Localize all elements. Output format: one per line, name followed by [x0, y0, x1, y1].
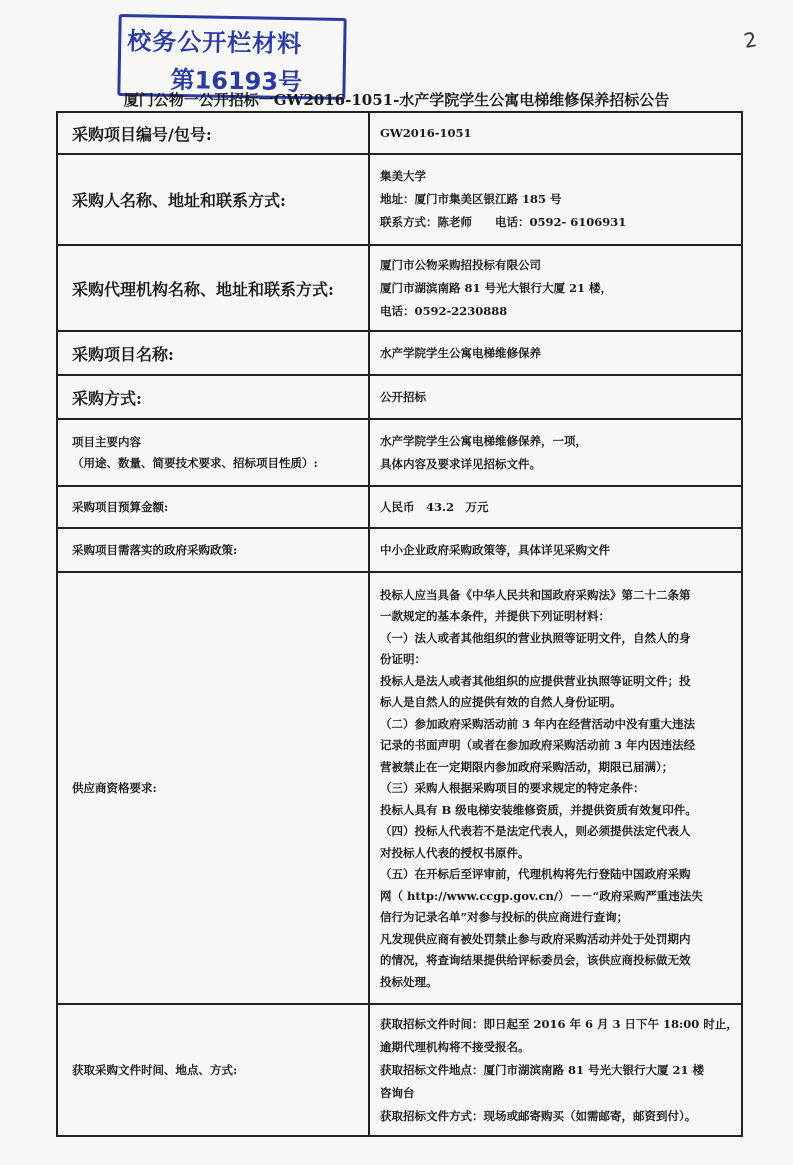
- stamp-number: 第16193号: [170, 65, 303, 97]
- table-row: [57, 419, 742, 486]
- row-value: [369, 245, 742, 331]
- row-label: 采购项目需落实的政府采购政策:: [57, 528, 369, 572]
- value-line: 凡发现供应商有被处罚禁止参与政府采购活动并处于处罚期内: [380, 931, 691, 946]
- value-line: （五）在开标后至评审前，代理机构将先行登陆中国政府采购: [380, 867, 691, 882]
- row-value: [369, 331, 742, 375]
- table-row: [57, 112, 742, 154]
- value-line: 咨询台: [380, 1085, 415, 1100]
- table-row: [57, 331, 742, 375]
- value-line: （二）参加政府采购活动前 3 年内在经营活动中没有重大违法: [380, 716, 696, 731]
- page-number-handwritten: 2: [742, 27, 759, 53]
- row-value: [369, 1004, 742, 1136]
- row-label: 获取采购文件时间、地点、方式:: [57, 1004, 369, 1136]
- row-label: 采购项目预算金额:: [57, 486, 369, 528]
- value-line: 获取招标文件时间：即日起至 2016 年 6 月 3 日下午 18:00 时止，: [380, 1016, 738, 1031]
- value-line: 电话：0592-2230888: [380, 303, 508, 318]
- value-line: 中小企业政府采购政策等，具体详见采购文件: [380, 542, 610, 557]
- value-line: GW2016-1051: [380, 125, 472, 140]
- row-value: [369, 486, 742, 528]
- value-line: 投标处理。: [380, 974, 438, 989]
- value-line: 网（ http://www.ccgp.gov.cn/）－－“政府采购严重违法失: [380, 888, 703, 903]
- row-value: [369, 572, 742, 1004]
- value-line: 份证明：: [380, 652, 426, 667]
- row-label: [57, 419, 369, 486]
- row-value: [369, 375, 742, 419]
- value-line: 水产学院学生公寓电梯维修保养，一项，: [380, 433, 587, 448]
- label-line: 项目主要内容: [72, 434, 141, 449]
- value-line: 投标人是法人或者其他组织的应提供营业执照等证明文件；投: [380, 673, 691, 688]
- value-line: 记录的书面声明（或者在参加政府采购活动前 3 年内因违法经: [380, 738, 696, 753]
- value-line: 厦门市湖滨南路 81 号光大银行大厦 21 楼，: [380, 280, 613, 295]
- value-line: 获取招标文件地点：厦门市湖滨南路 81 号光大银行大厦 21 楼: [380, 1062, 705, 1077]
- label-line: （用途、数量、简要技术要求、招标项目性质）:: [72, 455, 318, 470]
- table-row: [57, 572, 742, 1004]
- stamp-title: 校务公开栏材料: [127, 27, 303, 59]
- value-line: 投标人应当具备《中华人民共和国政府采购法》第二十二条第: [380, 587, 691, 602]
- value-line: 联系方式：陈老师 电话：0592- 6106931: [380, 215, 627, 229]
- row-label: 供应商资格要求:: [57, 572, 369, 1004]
- row-label: 采购人名称、地址和联系方式:: [57, 154, 369, 245]
- row-value: [369, 112, 742, 154]
- value-line: 对投标人代表的授权书原件。: [380, 845, 530, 860]
- value-line: 信行为记录名单”对参与投标的供应商进行查询；: [380, 910, 629, 925]
- row-label: 采购项目名称:: [57, 331, 369, 375]
- table-row: [57, 486, 742, 528]
- table-row: [57, 375, 742, 419]
- value-line: 具体内容及要求详见招标文件。: [380, 456, 541, 471]
- value-line: 公开招标: [380, 389, 426, 404]
- table-row: [57, 245, 742, 331]
- announcement-table: [56, 111, 743, 1137]
- row-label: 采购项目编号/包号:: [57, 112, 369, 154]
- value-line: 地址：厦门市集美区银江路 185 号: [380, 192, 562, 206]
- document-title: 厦门公物一公开招标一GW2016-1051-水产学院学生公寓电梯维修保养招标公告: [123, 91, 670, 109]
- value-line: 集美大学: [380, 169, 426, 183]
- value-line: 标人是自然人的应提供有效的自然人身份证明。: [380, 695, 622, 710]
- table-row: [57, 528, 742, 572]
- row-value: [369, 419, 742, 486]
- row-label: 采购方式:: [57, 375, 369, 419]
- value-line: 一款规定的基本条件，并提供下列证明材料：: [380, 609, 610, 624]
- row-value: [369, 528, 742, 572]
- value-line: 逾期代理机构将不接受报名。: [380, 1039, 530, 1054]
- value-line: 人民币 43.2 万元: [380, 499, 489, 514]
- row-value: [369, 154, 742, 245]
- value-line: （一）法人或者其他组织的营业执照等证明文件，自然人的身: [380, 630, 691, 645]
- value-line: （三）采购人根据采购项目的要求规定的特定条件：: [380, 781, 645, 796]
- school-affairs-stamp: [117, 14, 346, 100]
- value-line: 水产学院学生公寓电梯维修保养: [380, 345, 541, 360]
- value-line: 的情况，将查询结果提供给评标委员会，该供应商投标做无效: [380, 953, 691, 968]
- row-label: 采购代理机构名称、地址和联系方式:: [57, 245, 369, 331]
- table-row: [57, 1004, 742, 1136]
- value-line: 厦门市公物采购招投标有限公司: [380, 257, 541, 272]
- value-line: 获取招标文件方式：现场或邮寄购买（如需邮寄，邮资到付）。: [380, 1108, 697, 1123]
- value-line: 营被禁止在一定期限内参加政府采购活动，期限已届满）；: [380, 759, 674, 774]
- value-line: （四）投标人代表若不是法定代表人，则必须提供法定代表人: [380, 824, 691, 839]
- table-row: [57, 154, 742, 245]
- value-line: 投标人具有 B 级电梯安装维修资质，并提供资质有效复印件。: [380, 802, 697, 817]
